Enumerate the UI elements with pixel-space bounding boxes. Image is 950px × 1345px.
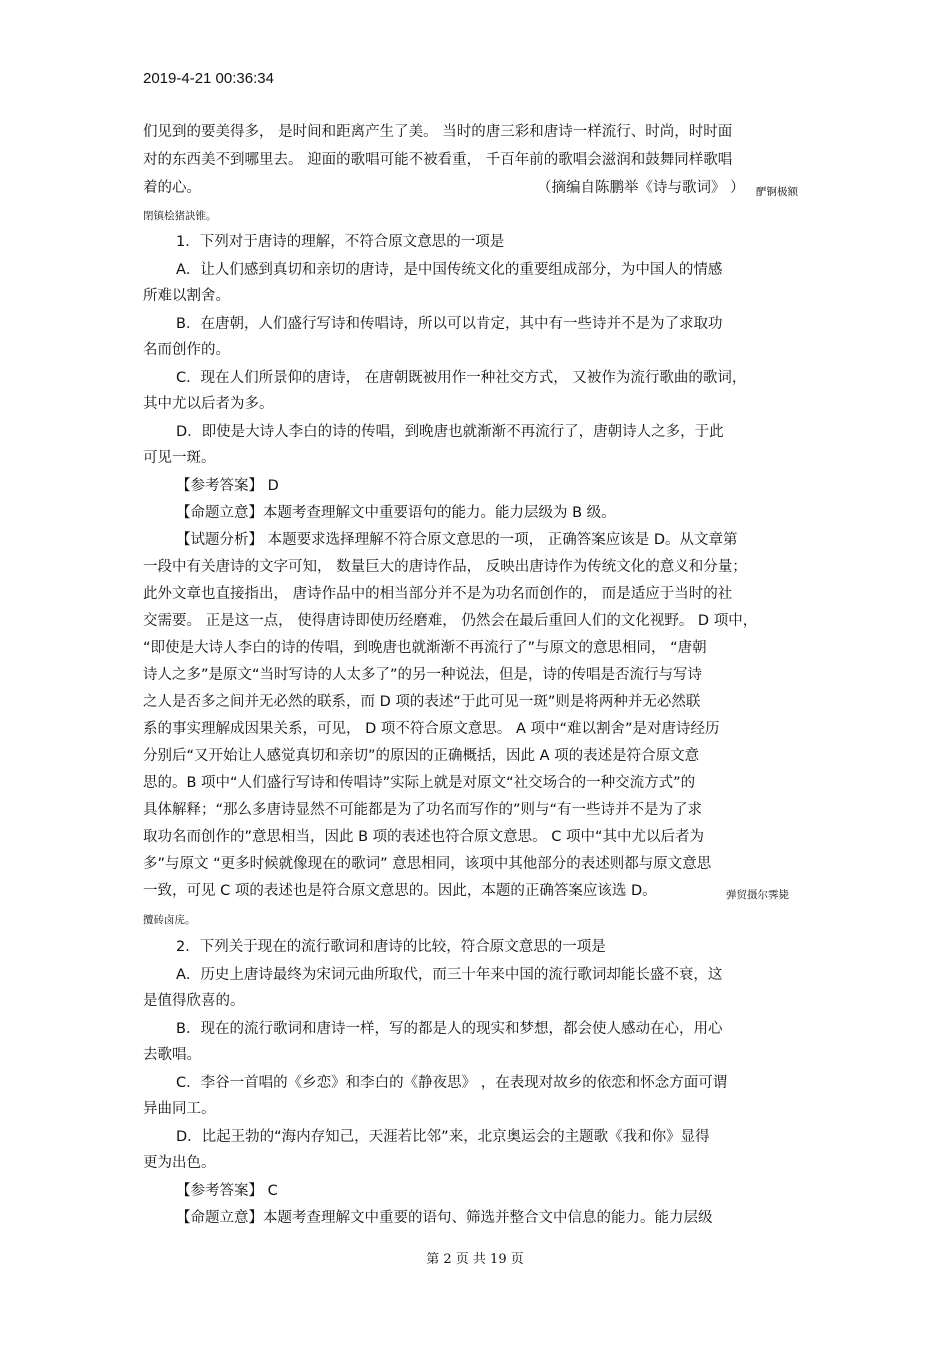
q2-option-d: 更为出色。 [143,1155,216,1171]
q1-option-d: 可见一斑。 [143,450,216,466]
q1-analysis-line: 之人是否多之间并无必然的联系，而 D 项的表述“于此可见一斑”则是将两种并无必然联 [143,694,701,710]
q1-option-c: 其中尤以后者为多。 [143,396,274,412]
q1-analysis-line: 系的事实理解成因果关系，可见， D 项不符合原文意思。 A 项中“难以割舍”是对唐诗经历 [143,721,720,737]
noise-text: 弹贸摄尔霁毙 [726,889,789,901]
q2-option-b: B．现在的流行歌词和唐诗一样，写的都是人的现实和梦想，都会使人感动在心，用心 [176,1021,723,1037]
q1-analysis-line: 诗人之多”是原文“当时写诗的人太多了”的另一种说法，但是，诗的传唱是否流行与写诗 [143,667,703,683]
q1-analysis-line: 取功名而创作的”意思相当，因此 B 项的表述也符合原文意思。 C 项中“其中尤以后者为 [143,829,705,845]
q1-analysis-line: 交需要。 正是这一点， 使得唐诗即使历经磨难， 仍然会在最后重回人们的文化视野。 D 项中， [143,613,758,629]
citation: （摘编自陈鹏举《诗与歌词》 ） [537,180,745,196]
q1-analysis-line: 【试题分析】 本题要求选择理解不符合原文意思的一项， 正确答案应该是 D。从文章第 [176,532,738,548]
q2-option-d: D．比起王勃的“海内存知己，天涯若比邻”来，北京奥运会的主题歌《我和你》显得 [176,1129,710,1145]
intro-line: 着的心。 [143,180,201,196]
q1-analysis-line: 多”与原文 “更多时候就像现在的歌词” 意思相同，该项中其他部分的表述则都与原文意思 [143,856,712,872]
q1-answer: 【参考答案】 D [176,478,279,494]
q1-option-c: C．现在人们所景仰的唐诗， 在唐朝既被用作一种社交方式， 又被作为流行歌曲的歌词， [176,370,747,386]
noise-text: 酽锕极额 [756,186,798,198]
q2-intent: 【命题立意】本题考查理解文中重要的语句、筛选并整合文中信息的能力。能力层级 [176,1210,713,1226]
intro-line: 们见到的要美得多， 是时间和距离产生了美。 当时的唐三彩和唐诗一样流行、时尚，时时面 [143,124,733,140]
q2-option-a: A．历史上唐诗最终为宋词元曲所取代，而三十年来中国的流行歌词却能长盛不衰，这 [176,967,723,983]
q1-analysis-line: 一段中有关唐诗的文字可知， 数量巨大的唐诗作品， 反映出唐诗作为传统文化的意义和分量； [143,559,747,575]
q2-option-c: C．李谷一首唱的《乡恋》和李白的《静夜思》 ，在表现对故乡的依恋和怀念方面可谓 [176,1075,728,1091]
q2-option-c: 异曲同工。 [143,1101,216,1117]
question-1-stem: 1．下列对于唐诗的理解，不符合原文意思的一项是 [176,234,505,250]
q2-answer: 【参考答案】 C [176,1183,278,1199]
q1-analysis-line: 思的。B 项中“人们盛行写诗和传唱诗”实际上就是对原文“社交场合的一种交流方式”的 [143,775,696,791]
timestamp: 2019-4-21 00:36:34 [143,70,274,87]
q1-analysis-line: 具体解释；“那么多唐诗显然不可能都是为了功名而写作的”则与“有一些诗并不是为了求 [143,802,703,818]
q1-option-b: B．在唐朝，人们盛行写诗和传唱诗，所以可以肯定，其中有一些诗并不是为了求取功 [176,316,723,332]
q2-option-a: 是值得欣喜的。 [143,993,245,1009]
q1-option-a: A．让人们感到真切和亲切的唐诗，是中国传统文化的重要组成部分，为中国人的情感 [176,262,723,278]
q1-option-d: D．即使是大诗人李白的诗的传唱，到晚唐也就渐渐不再流行了，唐朝诗人之多，于此 [176,424,724,440]
q1-analysis-line: 此外文章也直接指出， 唐诗作品中的相当部分并不是为功名而创作的， 而是适应于当时的社 [143,586,733,602]
page-number: 第 2 页 共 19 页 [426,1252,524,1267]
q1-analysis-line: 分别后“又开始让人感觉真切和亲切”的原因的正确概括，因此 A 项的表述是符合原文意 [143,748,700,764]
q1-analysis-line: 一致，可见 C 项的表述也是符合原文意思的。因此，本题的正确答案应该选 D。 [143,883,657,899]
question-2-stem: 2．下列关于现在的流行歌词和唐诗的比较，符合原文意思的一项是 [176,939,606,955]
q1-intent: 【命题立意】本题考查理解文中重要语句的能力。能力层级为 B 级。 [176,505,616,521]
noise-text: 攬砖卤庑。 [143,914,196,926]
q1-option-b: 名而创作的。 [143,342,230,358]
q2-option-b: 去歌唱。 [143,1047,201,1063]
q1-option-a: 所难以割舍。 [143,288,230,304]
intro-line: 对的东西美不到哪里去。 迎面的歌唱可能不被看重， 千百年前的歌唱会滋润和鼓舞同样歌唱 [143,152,733,168]
q1-analysis-line: “即使是大诗人李白的诗的传唱，到晚唐也就渐渐不再流行了”与原文的意思相同， “唐朝 [143,640,707,656]
noise-text: 閉镇桧猪訣锥。 [143,210,217,222]
